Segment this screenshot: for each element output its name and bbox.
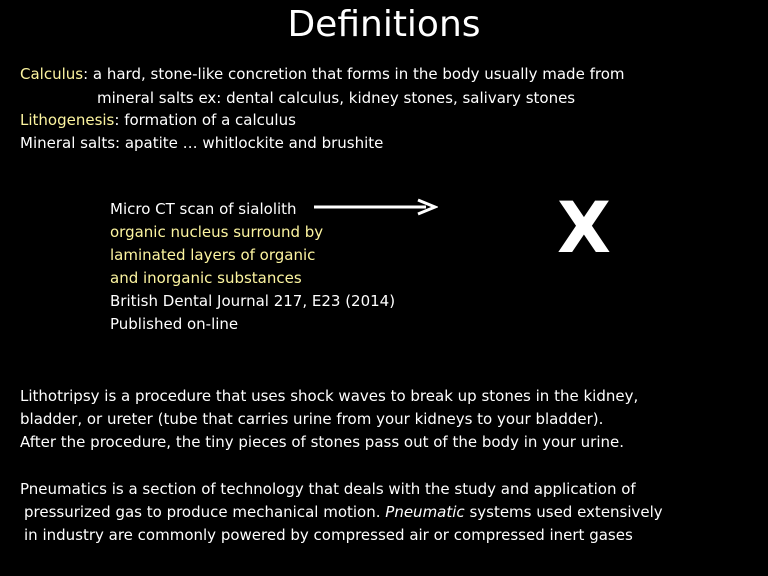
lithogenesis-text: : formation of a calculus	[114, 111, 296, 129]
calculus-term: Calculus	[20, 65, 84, 83]
pneumatics-line-1: Pneumatics is a section of technology that deals with the study and application of	[20, 480, 636, 498]
pneumatics-line-2	[24, 502, 663, 522]
lithogenesis-term: Lithogenesis	[20, 111, 115, 129]
pneumatics-line-2-end: systems used extensively	[464, 503, 663, 521]
right-arrow-icon	[314, 198, 438, 216]
lithotripsy-line-2: bladder, or ureter (tube that carries urine from your kidneys to your bladder).	[20, 410, 604, 428]
page-title: Definitions	[287, 4, 481, 45]
caption-line-5: British Dental Journal 217, E23 (2014)	[110, 292, 396, 310]
caption-line-4: and inorganic substances	[110, 269, 302, 287]
lithotripsy-line-1: Lithotripsy is a procedure that uses shock waves to break up stones in the kidney,	[20, 387, 639, 405]
pneumatics-line-2-start: pressurized gas to produce mechanical motion.	[24, 503, 386, 521]
caption-line-3: laminated layers of organic	[110, 246, 316, 264]
calculus-text: : a hard, stone-like concretion that forms in the body usually made from	[83, 65, 625, 83]
mineral-salts-definition: Mineral salts: apatite … whitlockite and brushite	[20, 134, 384, 152]
image-placeholder-mark: X	[557, 187, 611, 269]
calculus-definition-continued: mineral salts ex: dental calculus, kidney stones, salivary stones	[97, 89, 576, 107]
caption-line-1: Micro CT scan of sialolith	[110, 200, 297, 218]
pneumatics-line-3: in industry are commonly powered by compressed air or compressed inert gases	[24, 526, 633, 544]
caption-line-2: organic nucleus surround by	[110, 223, 324, 241]
calculus-definition	[20, 64, 624, 84]
caption-line-6: Published on-line	[110, 315, 239, 333]
pneumatic-italic-word: Pneumatic	[385, 503, 465, 521]
lithotripsy-line-3: After the procedure, the tiny pieces of stones pass out of the body in your urine.	[20, 433, 624, 451]
lithogenesis-definition	[20, 110, 296, 130]
